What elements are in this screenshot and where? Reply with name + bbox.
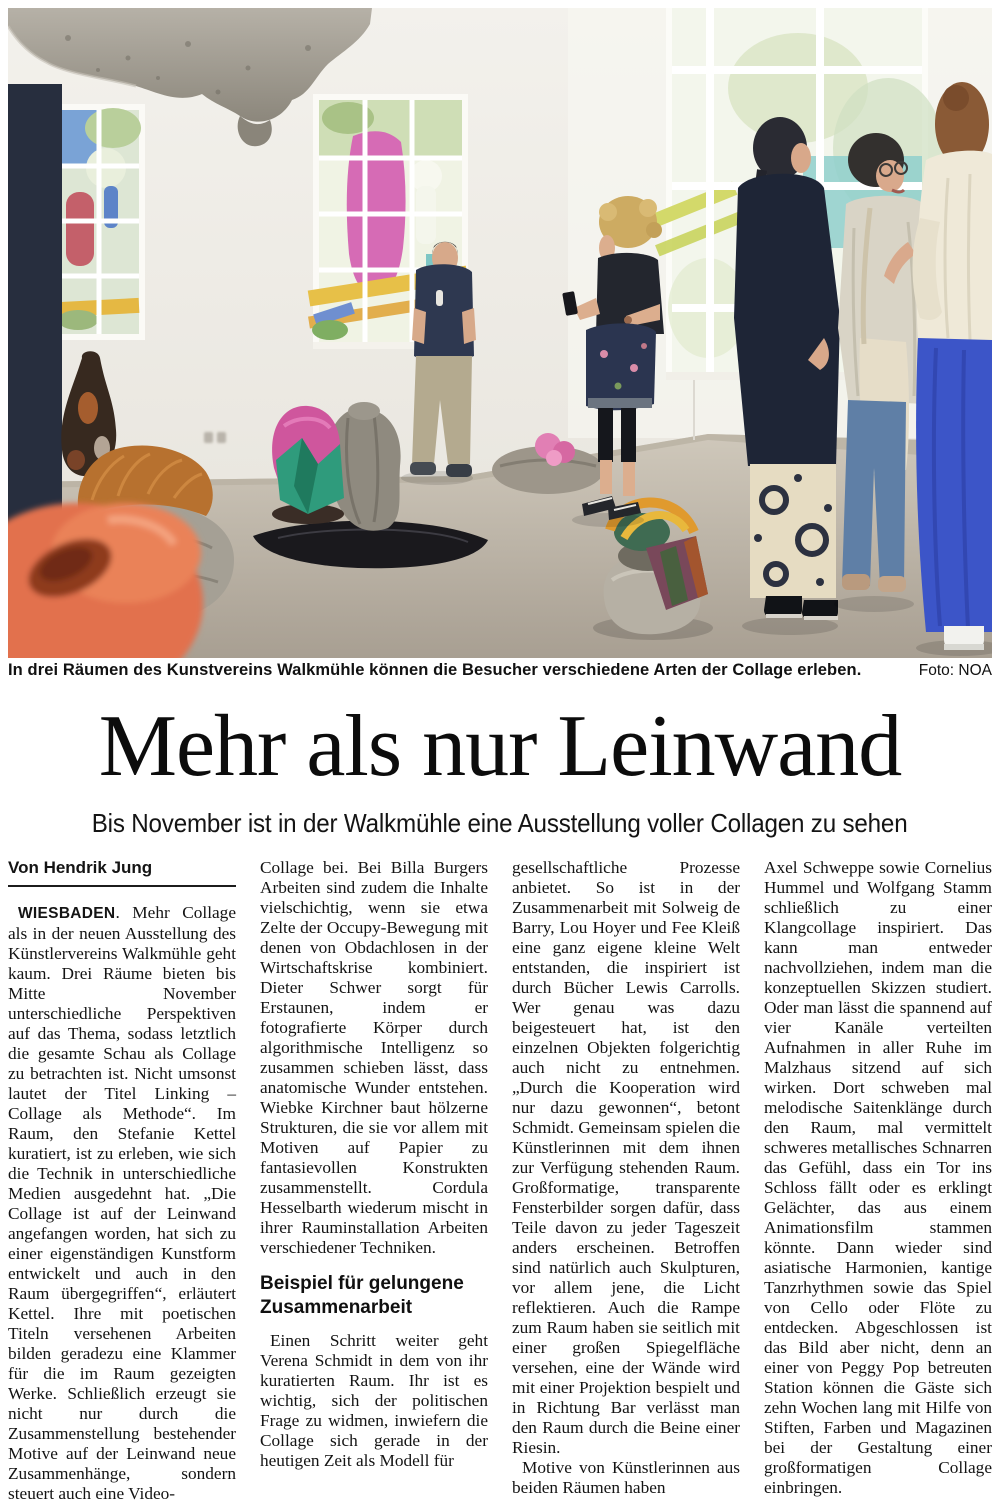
lead-text: . Mehr Collage als in der neuen Ausstellung des Künstlervereins Walkmühle geht kaum. Drei Räume bieten bis Mitte November unterschiedliche Perspektiven auf das Thema, sodass letztlich die gesamte Schau als Collage zu betrachten ist. Nicht umsonst lautet der Titel Linking – Collage als Methode“. Im Raum, den Stefanie Kettel kuratiert, ist zu erleben, wie sich die Technik in unterschiedliche Medien ausgedehnt hat. „Die Collage ist auf der Leinwand angefangen worden, hat sich zu einer eigenständigen Kunstform entwickelt und auch in den Raum übergegriffen“, erläutert Kettel. Ihre mit poetischen Titeln versehenen Arbeiten bilden geradezu eine Klammer für die im Raum gezeigten Werke. Schließlich erzeugt sie nicht nur durch die Zusammenstellung bestehender Motive auf der Leinwand neue Zusammenhänge, sondern steuert auch eine Video- bbox=[8, 903, 236, 1503]
article-column-4 bbox=[764, 858, 992, 1511]
photo-credit: Foto: NOA bbox=[918, 662, 992, 679]
paragraph: Einen Schritt weiter geht Verena Schmidt in dem von ihr kuratierten Raum. Ihr ist es wichtig, sich der politischen Frage zu widmen, inwiefern die Collage sich gerade in der heutigen Zeit als Modell für bbox=[260, 1331, 488, 1470]
byline: Von Hendrik Jung bbox=[8, 858, 236, 887]
article-column-2 bbox=[260, 858, 488, 1511]
paragraph-lead bbox=[8, 903, 236, 1504]
window-art-left bbox=[53, 104, 145, 340]
gallery-photo bbox=[8, 8, 992, 658]
article-subheadline: Bis November ist in der Walkmühle eine Ausstellung voller Collagen zu sehen bbox=[92, 808, 908, 838]
dateline-location: WIESBADEN bbox=[18, 905, 116, 922]
paragraph: gesellschaftliche Prozesse anbietet. So ist in der Zusammenarbeit mit Solweig de Barry, Lou Hoyer und Fee Kleiß eine ganz eigene kleine Welt entstanden, die inspiriert ist durch Bücher Lewis Carrolls. Wer genau was dazu beigesteuert hat, ist den einzelnen Objekten folgerichtig auch nicht zu entnehmen. „Durch die Kooperation wird nur dazu gewonnen“, betont Schmidt. Gemeinsam spielen die Künstlerinnen mit dem ihnen zur Verfügung stehenden Raum. Großformatige, transparente Fensterbilder sorgen dafür, dass Teile davon zu jeder Tageszeit anders erscheinen. Betroffen sind natürlich auch Skulpturen, vor allem jene, die Licht reflektieren. Auch die Rampe zum Raum haben sie seitlich mit einer großen Spiegelfläche versehen, eine der Wände wird mit einer Projektion bespielt und in Richtung Bar verlässt man den Raum durch die Beine einer Riesin. bbox=[512, 858, 740, 1457]
coral-foreground-sculpture bbox=[8, 503, 203, 658]
article-headline: Mehr als nur Leinwand bbox=[98, 698, 902, 795]
article-body bbox=[8, 858, 992, 1511]
paragraph: Motive von Künstlerinnen aus beiden Räumen haben bbox=[512, 1458, 740, 1497]
photo-caption: In drei Räumen des Kunstvereins Walkmühle können die Besucher verschiedene Arten der Collage erleben. bbox=[8, 661, 862, 679]
gallery-photo-illustration bbox=[8, 8, 992, 658]
section-subheading: Beispiel für gelungene Zusammenarbeit bbox=[260, 1273, 464, 1318]
paragraph: Collage bei. Bei Billa Burgers Arbeiten sind zudem die Inhalte vielschichtig, wenn sie etwa Zelte der Occupy-Bewegung mit denen von Obdachlosen in der Wirtschaftskrise kombiniert. Dieter Schwer sorgt für Erstaunen, indem er fotografierte Körper durch algorithmische Intelligenz so zusammen schieben lässt, dass anatomische Wunder entstehen. Wiebke Kirchner baut hölzerne Strukturen, die sie vor allem mit Motiven auf Papier zu fantasievollen Konstrukten zusammenstellt. Cordula Hesselbarth wiederum mischt in ihrer Rauminstallation Arbeiten verschiedener Techniken. bbox=[260, 858, 488, 1257]
article-column-1 bbox=[8, 858, 236, 1511]
photo-caption-row bbox=[8, 661, 992, 680]
paragraph: Axel Schweppe sowie Cornelius Hummel und Wolfgang Stamm schließlich zu einer Klangcollage inspiriert. Das kann man entweder nachvollziehen, indem man die konzeptuellen Skizzen studiert. Oder man lässt die spannend auf vier Kanäle verteilten Aufnahmen in aller Ruhe im Malzhaus sitzend auf sich wirken. Dort schweben mal melodische Saitenklänge durch den Raum, mal vermittelt schweres metallisches Schnarren das Gefühl, dass ein Tor ins Schloss fällt oder es erklingt Gelächter, das aus einem Animationsfilm stammen könnte. Dann wieder sind asiatische Harmonien, kantige Tanzrhythmen sowie das Spiel von Cello oder Flöte zu entdecken. Abgeschlossen ist das Bild aber nicht, denn an einer von Peggy Pop betreuten Station können die Gäste sich zehn Wochen lang mit Hilfe von Stiften, Farben und Magazinen bei der Gestaltung einer großformatigen Collage einbringen. bbox=[764, 858, 992, 1497]
article-column-3 bbox=[512, 858, 740, 1511]
article-subheadline-wrap bbox=[0, 808, 1000, 839]
